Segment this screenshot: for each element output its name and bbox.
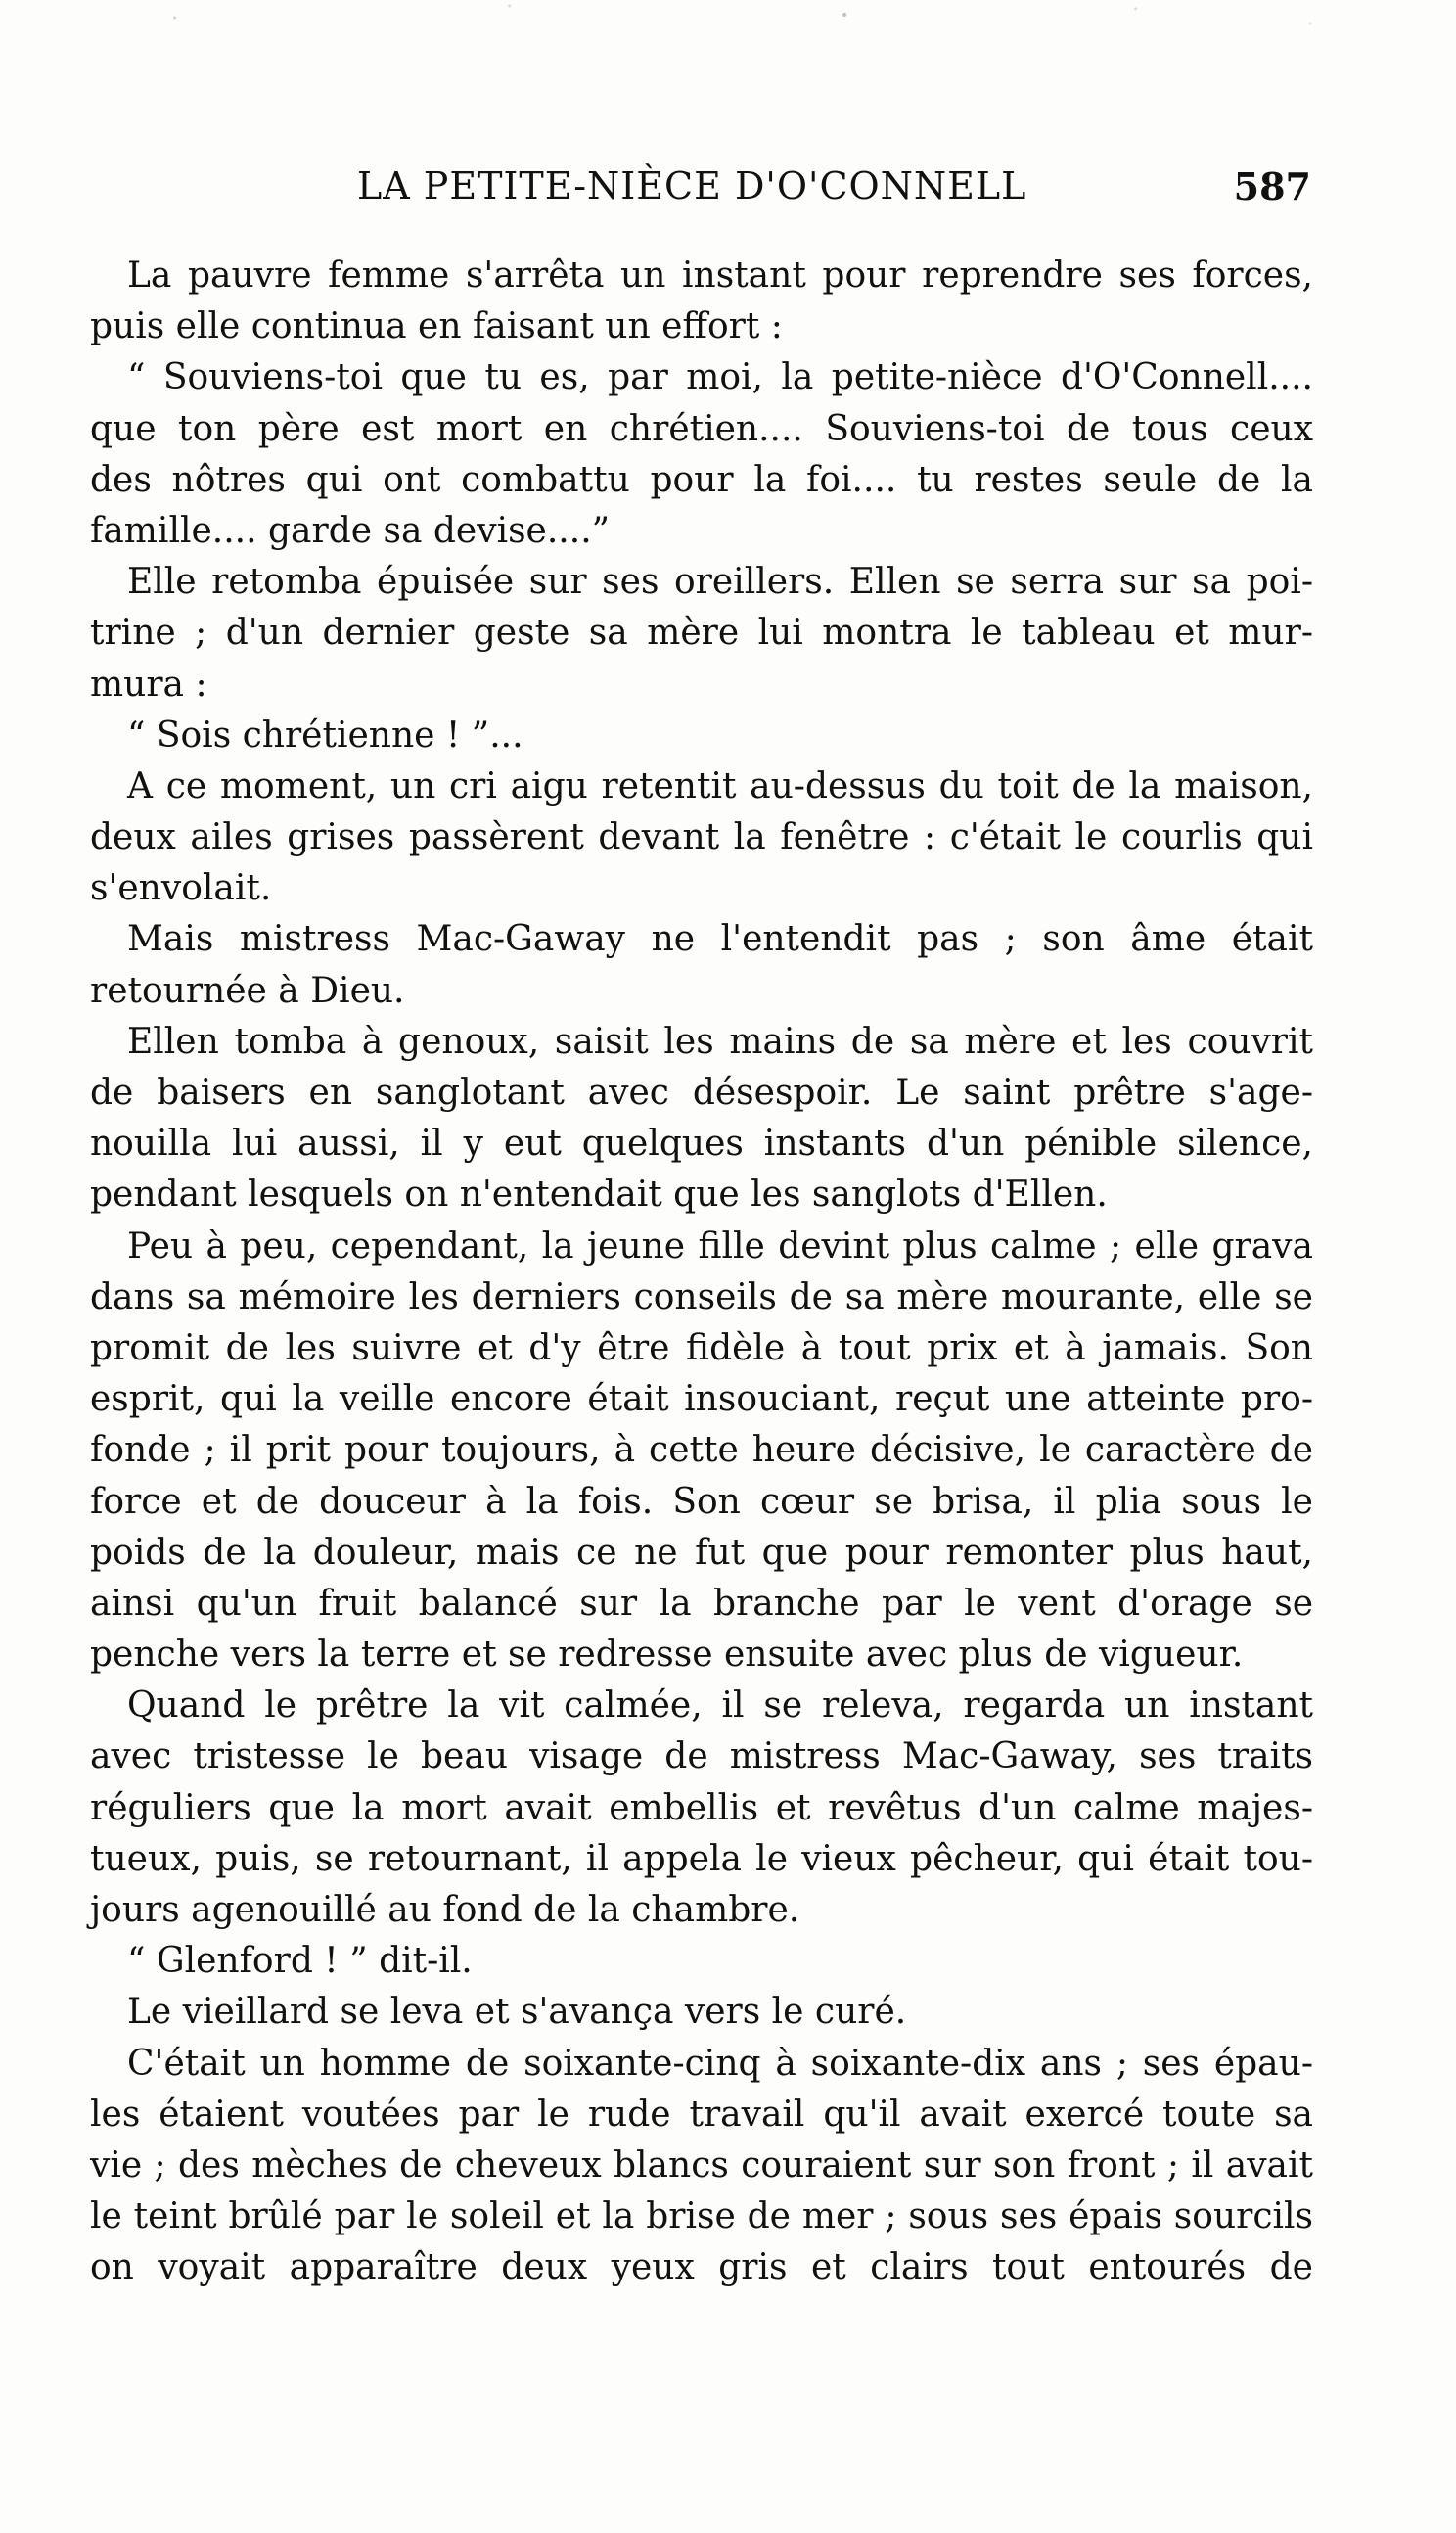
text-line: “ Souviens-toi que tu es, par moi, la petite-nièce d'O'Connell.... [127,357,1313,398]
text-line: Mais mistress Mac-Gaway ne l'entendit pas ; son âme était [127,919,1313,960]
text-line: famille.... garde sa devise....” [90,510,611,551]
text-line: ainsi qu'un fruit balancé sur la branche par le vent d'orage se [90,1583,1313,1624]
text-line: dans sa mémoire les derniers conseils de sa mère mourante, elle se [90,1276,1313,1317]
text-line: Quand le prêtre la vit calmée, il se releva, regarda un instant [127,1685,1313,1727]
text-line: nouilla lui aussi, il y eut quelques instants d'un pénible silence, [90,1124,1313,1165]
text-line: s'envolait. [90,868,272,909]
scan-speckle-decoration [0,0,1456,59]
body-text [90,251,1313,2294]
text-line: retournée à Dieu. [90,970,405,1011]
text-line: on voyait apparaître deux yeux gris et clairs tout entourés de [90,2247,1313,2288]
page-number: 587 [1233,164,1311,208]
text-line: trine ; d'un dernier geste sa mère lui montra le tableau et mur- [90,613,1313,654]
text-line: que ton père est mort en chrétien.... Souviens-toi de tous ceux [90,408,1313,449]
text-line: réguliers que la mort avait embellis et revêtus d'un calme majes- [90,1787,1313,1828]
text-line: deux ailes grises passèrent devant la fenêtre : c'était le courlis qui [90,817,1313,858]
text-line: “ Sois chrétienne ! ”... [127,714,523,756]
text-line: “ Glenford ! ” dit-il. [127,1941,473,1982]
text-line: Peu à peu, cependant, la jeune fille devint plus calme ; elle grava [127,1225,1313,1266]
text-line: des nôtres qui ont combattu pour la foi.... tu restes seule de la [90,459,1313,500]
text-line: poids de la douleur, mais ce ne fut que pour remonter plus haut, [90,1532,1313,1573]
text-line: pendant lesquels on n'entendait que les sanglots d'Ellen. [90,1174,1108,1216]
text-line: jours agenouillé au fond de la chambre. [90,1890,800,1930]
text-line: mura : [90,664,207,705]
running-title: LA PETITE-NIÈCE D'O'CONNELL [357,164,1027,207]
text-line: force et de douceur à la fois. Son cœur se brisa, il plia sous le [90,1481,1313,1522]
text-line: Ellen tomba à genoux, saisit les mains de sa mère et les couvrit [127,1021,1313,1062]
text-line: tueux, puis, se retournant, il appela le vieux pêcheur, qui était tou- [90,1838,1313,1879]
text-line: C'était un homme de soixante-cinq à soixante-dix ans ; ses épau- [127,2043,1313,2084]
text-line: vie ; des mèches de cheveux blancs couraient sur son front ; il avait [90,2144,1313,2186]
text-line: Le vieillard se leva et s'avança vers le curé. [127,1992,907,2033]
text-line: La pauvre femme s'arrêta un instant pour reprendre ses forces, [127,255,1313,296]
text-line: de baisers en sanglotant avec désespoir. Le saint prêtre s'age- [90,1073,1313,1113]
text-line: promit de les suivre et d'y être fidèle à tout prix et à jamais. Son [90,1327,1313,1368]
text-line: avec tristesse le beau visage de mistress Mac-Gaway, ses traits [90,1736,1313,1777]
text-line: esprit, qui la veille encore était insouciant, reçut une atteinte pro- [90,1379,1313,1420]
text-line: les étaient voutées par le rude travail qu'il avait exercé toute sa [90,2094,1313,2135]
text-line: Elle retomba épuisée sur ses oreillers. Ellen se serra sur sa poi- [127,562,1313,603]
text-line: fonde ; il prit pour toujours, à cette heure décisive, le caractère de [90,1430,1313,1471]
text-line: le teint brûlé par le soleil et la brise de mer ; sous ses épais sourcils [90,2196,1313,2237]
running-head [93,164,1311,223]
text-line: penche vers la terre et se redresse ensuite avec plus de vigueur. [90,1635,1244,1676]
text-line: A ce moment, un cri aigu retentit au-dessus du toit de la maison, [127,765,1313,806]
text-line: puis elle continua en faisant un effort : [90,306,783,347]
